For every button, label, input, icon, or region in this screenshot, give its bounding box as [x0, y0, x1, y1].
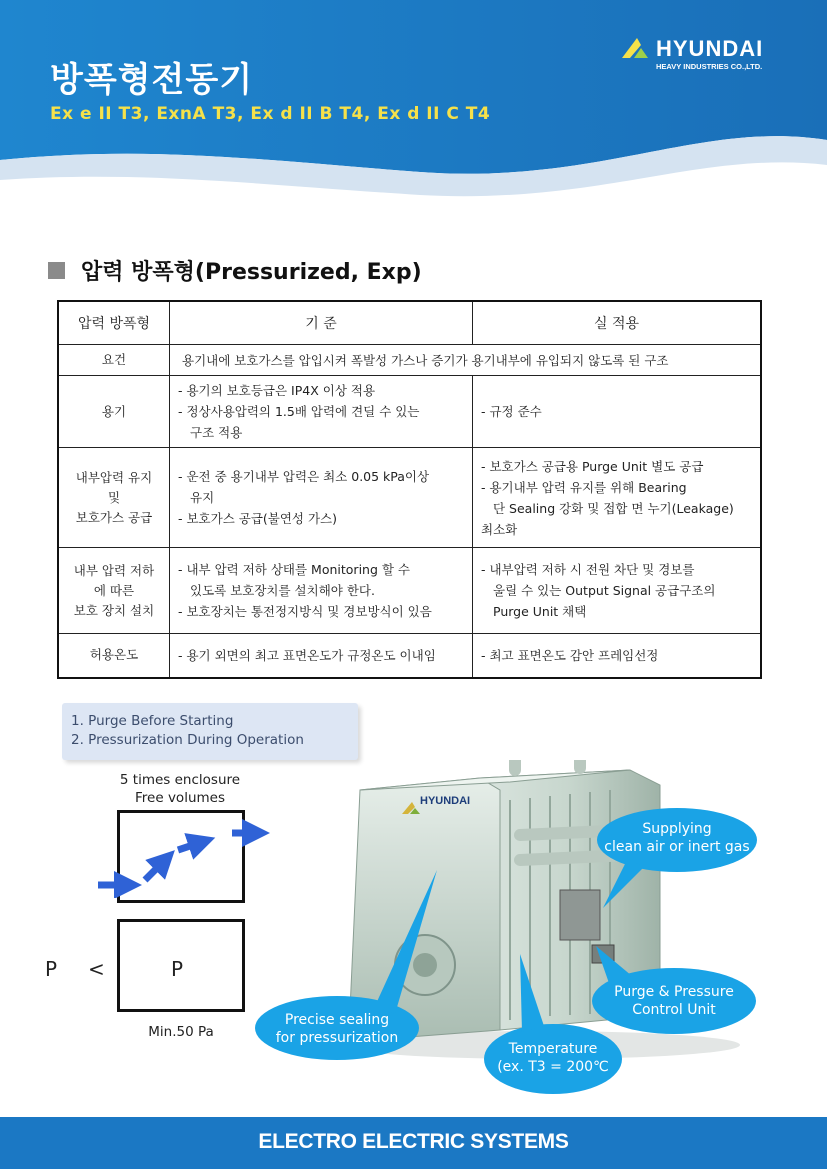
text-line: - 정상사용압력의 1.5배 압력에 견딜 수 있는 — [178, 404, 420, 419]
purge-flow-arrows-icon — [90, 818, 280, 898]
label-line: 허용온도 — [89, 647, 139, 663]
text-line: - 보호장치는 통전정지방식 및 경보방식이 있음 — [178, 604, 432, 619]
callout-supplying — [597, 808, 757, 872]
page-title: 방폭형전동기 — [50, 60, 254, 100]
row-label — [58, 548, 170, 634]
header-cell: 압력 방폭형 — [58, 301, 170, 345]
text-line: 있도록 보호장치를 설치해야 한다. — [190, 583, 375, 598]
table-row — [58, 634, 761, 678]
page-subtitle: Ex e II T3, ExnA T3, Ex d II B T4, Ex d II C T4 — [50, 104, 491, 124]
pressure-inside: P — [171, 957, 184, 981]
table-row — [58, 548, 761, 634]
table-row — [58, 345, 761, 376]
text-line: - 최고 표면온도 감안 프레임선정 — [481, 647, 659, 663]
text-line: 울릴 수 있는 Output Signal 공급구조의 — [493, 583, 716, 598]
applied-cell — [473, 548, 762, 634]
row-label: 요건 — [58, 345, 170, 376]
row-label — [58, 634, 170, 678]
requirement-text: 용기내에 보호가스를 압입시켜 폭발성 가스나 증기가 용기내부에 유입되지 않도록 된 구조 — [170, 345, 762, 376]
step-item: 1. Purge Before Starting — [71, 713, 234, 729]
row-label — [58, 448, 170, 548]
callout-text: Control Unit — [632, 1002, 716, 1018]
applied-cell — [473, 448, 762, 548]
step-item: 2. Pressurization During Operation — [71, 732, 304, 748]
text-line: 구조 적용 — [190, 425, 243, 440]
callout-text: for pressurization — [275, 1030, 399, 1046]
min-pressure-label: Min.50 Pa — [148, 1024, 214, 1040]
hyundai-logo — [622, 36, 802, 76]
callout-text: Temperature — [508, 1041, 598, 1057]
enclosure-label-line: Free volumes — [135, 790, 225, 806]
text-line: - 용기내부 압력 유지를 위해 Bearing — [481, 479, 687, 495]
standard-cell — [170, 376, 473, 448]
logo-subtitle: HEAVY INDUSTRIES CO.,LTD. — [656, 62, 763, 71]
text-line: - 용기 외면의 최고 표면온도가 규정온도 이내임 — [178, 647, 436, 663]
table-row — [58, 376, 761, 448]
header-cell: 기 준 — [170, 301, 473, 345]
label-line: 보호가스 공급 — [75, 509, 153, 525]
enclosure-label-line: 5 times enclosure — [119, 772, 241, 788]
header-cell: 실 적용 — [473, 301, 762, 345]
callout-temperature — [484, 1024, 622, 1094]
callout-text: Supplying — [642, 821, 712, 837]
square-bullet-icon — [48, 262, 65, 279]
standard-cell — [170, 448, 473, 548]
label-line: 보호 장치 설치 — [73, 602, 155, 618]
text-line: 유지 — [190, 490, 215, 505]
text-line: Purge Unit 채택 — [493, 604, 587, 619]
text-line: 최소화 — [481, 521, 518, 537]
callout-sealing — [255, 996, 419, 1060]
label-line: 에 따른 — [93, 582, 135, 598]
text-line: - 보호가스 공급(불연성 가스) — [178, 511, 338, 526]
standard-cell — [170, 634, 473, 678]
text-line: - 보호가스 공급용 Purge Unit 별도 공급 — [481, 458, 704, 474]
standard-cell — [170, 548, 473, 634]
table-header-row — [58, 301, 761, 345]
text-line: 단 Sealing 강화 및 접합 면 누기(Leakage) — [493, 500, 734, 516]
enclosure-label — [100, 771, 260, 807]
callout-text: Purge & Pressure — [614, 984, 734, 1000]
section-title-text: 압력 방폭형(Pressurized, Exp) — [81, 260, 422, 285]
page-header — [0, 0, 827, 205]
footer-text: ELECTRO ELECTRIC SYSTEMS — [258, 1130, 569, 1153]
callout-text: clean air or inert gas — [604, 839, 750, 855]
row-label — [58, 376, 170, 448]
logo-name: HYUNDAI — [656, 36, 764, 61]
section-title — [48, 255, 422, 286]
spec-table — [57, 300, 762, 679]
pressure-outside: P — [45, 957, 58, 981]
hyundai-mark-icon — [622, 36, 652, 60]
text-line: - 내부 압력 저하 상태를 Monitoring 할 수 — [178, 562, 410, 577]
text-line: - 규정 준수 — [481, 404, 542, 419]
callout-text: Precise sealing — [284, 1012, 390, 1028]
label-line: 내부압력 유지 — [75, 469, 153, 485]
callout-text: (ex. T3 = 200℃ — [497, 1059, 609, 1075]
table-row — [58, 448, 761, 548]
motor-logo-text: HYUNDAI — [420, 795, 471, 807]
purge-steps-box — [62, 703, 358, 760]
label-line: 내부 압력 저하 — [73, 562, 155, 578]
label-line: 용기 — [101, 403, 127, 419]
text-line: - 용기의 보호등급은 IP4X 이상 적용 — [178, 383, 376, 398]
page-footer — [0, 1117, 827, 1169]
less-than-sign: < — [88, 957, 105, 981]
header-wave-background — [0, 0, 827, 205]
text-line: - 내부압력 저하 시 전원 차단 및 경보를 — [481, 562, 695, 577]
applied-cell — [473, 376, 762, 448]
label-line: 및 — [107, 489, 121, 505]
text-line: - 운전 중 용기내부 압력은 최소 0.05 kPa이상 — [178, 469, 430, 484]
applied-cell — [473, 634, 762, 678]
